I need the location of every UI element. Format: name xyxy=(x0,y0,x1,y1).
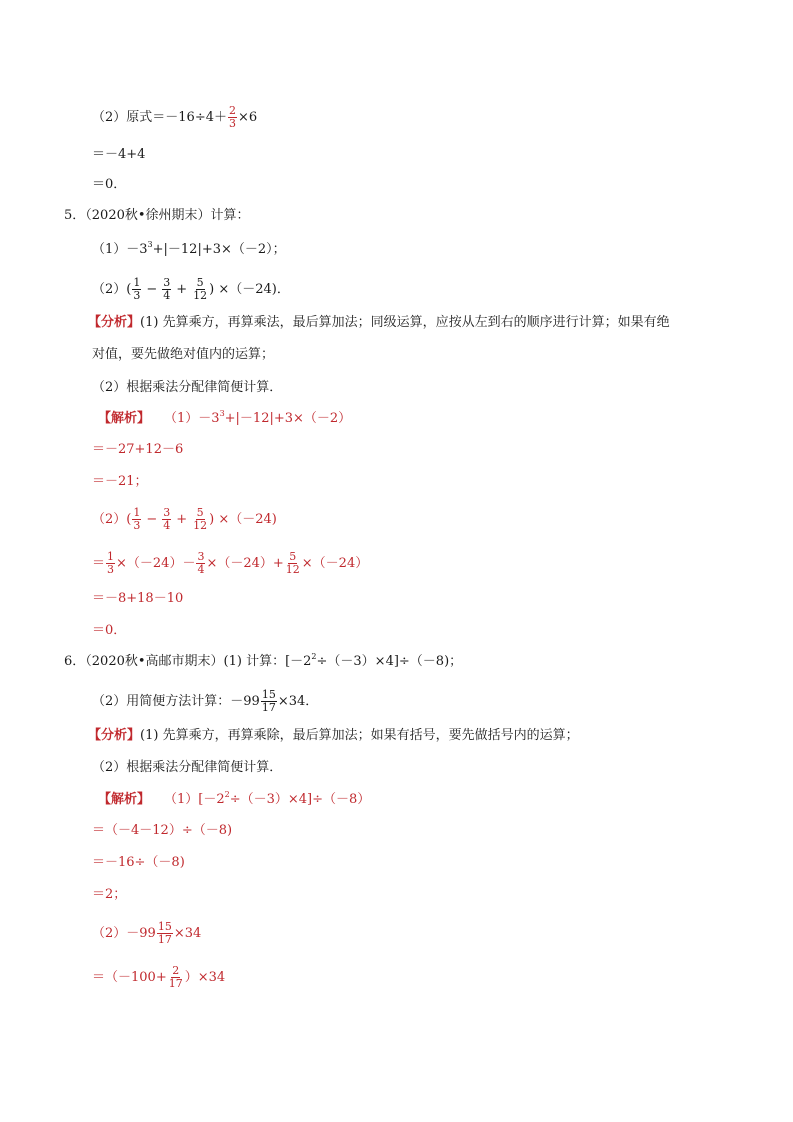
analysis-tag: 【分析】 xyxy=(88,314,141,330)
fraction: $\frac{2}{17}$ xyxy=(168,963,183,990)
q6-solution-5: （2）－99 $\frac{15}{17}$ ×34 xyxy=(92,919,202,946)
p4-line-2: ＝－4+4 xyxy=(92,146,146,162)
fraction: $\frac{5}{12}$ xyxy=(193,275,208,302)
fraction: $\frac{5}{12}$ xyxy=(285,549,300,576)
q5-sub-2: （2）( $\frac{1}{3}$ − $\frac{3}{4}$ + $\frac{5}{12}$ ) ×（－24)． xyxy=(92,275,290,302)
q5-analysis-1: 【分析】 (1) 先算乘方，再算乘法，最后算加法；同级运算，应按从左到右的顺序进行计算；如果有绝 xyxy=(88,314,670,330)
fraction: $\frac{1}{3}$ xyxy=(133,275,141,302)
mixed-number-fraction: $\frac{15}{17}$ xyxy=(157,919,172,946)
q5-header: 5．（2020秋•徐州期末）计算： xyxy=(64,207,250,223)
fraction: $\frac{1}{3}$ xyxy=(133,505,141,532)
q6-solution-3: ＝－16÷（－8) xyxy=(92,854,185,870)
q6-solution-4: ＝2； xyxy=(92,886,127,902)
q5-sub-1: （1）－3 $^3$ +|－12|+3×（－2）； xyxy=(92,240,286,257)
fraction: $\frac{2}{3}$ xyxy=(228,103,236,130)
q5-solution-1: 【解析】 （1）－3 $^3$ +|－12|+3×（－2） xyxy=(98,409,352,426)
q6-analysis-1: 【分析】 (1) 先算乘方，再算乘除，最后算加法；如果有括号，要先做括号内的运算； xyxy=(88,727,579,743)
p4-line-1 xyxy=(92,104,257,130)
p4-line-3: ＝0． xyxy=(92,176,127,192)
q6-header: 6．（2020秋•高邮市期末）(1) 计算：[－2 $^2$ ÷（－3）×4]÷（－8)； xyxy=(64,652,463,669)
analysis-tag: 【分析】 xyxy=(88,727,141,743)
fraction: $\frac{3}{4}$ xyxy=(197,549,205,576)
q5-solution-7: ＝0． xyxy=(92,622,127,638)
q5-solution-5: ＝ $\frac{1}{3}$ ×（－24）－ $\frac{3}{4}$ ×（－24）+ $\frac{5}{12}$ ×（－24） xyxy=(92,549,369,576)
fraction: $\frac{5}{12}$ xyxy=(193,505,208,532)
mixed-number-fraction: $\frac{15}{17}$ xyxy=(261,687,276,714)
fraction: $\frac{1}{3}$ xyxy=(107,549,115,576)
fraction: $\frac{3}{4}$ xyxy=(163,505,171,532)
q6-solution-2: ＝（－4－12）÷（－8) xyxy=(92,822,233,838)
fraction: $\frac{3}{4}$ xyxy=(163,275,171,302)
solution-tag: 【解析】 xyxy=(98,410,151,426)
q5-solution-6: ＝－8+18－10 xyxy=(92,590,184,606)
text: （2）原式＝－16÷4＋ xyxy=(92,109,227,125)
q6-solution-6: ＝（－100+ $\frac{2}{17}$ ）×34 xyxy=(92,963,226,990)
q6-analysis-2: （2）根据乘法分配律简便计算． xyxy=(92,759,283,775)
q6-solution-1: 【解析】 （1）[－2 $^2$ ÷（－3）×4]÷（－8） xyxy=(98,790,371,807)
q5-analysis-3: （2）根据乘法分配律简便计算． xyxy=(92,379,283,395)
text: ×6 xyxy=(237,109,258,125)
q5-solution-4: （2）( $\frac{1}{3}$ − $\frac{3}{4}$ + $\frac{5}{12}$ ) ×（－24) xyxy=(92,505,277,532)
solution-tag: 【解析】 xyxy=(98,791,151,807)
q5-analysis-2: 对值，要先做绝对值内的运算； xyxy=(92,346,275,362)
q6-sub-2: （2）用简便方法计算：－99 $\frac{15}{17}$ ×34． xyxy=(92,687,319,714)
q5-solution-3: ＝－21； xyxy=(92,473,148,489)
q5-solution-2: ＝－27+12－6 xyxy=(92,441,184,457)
